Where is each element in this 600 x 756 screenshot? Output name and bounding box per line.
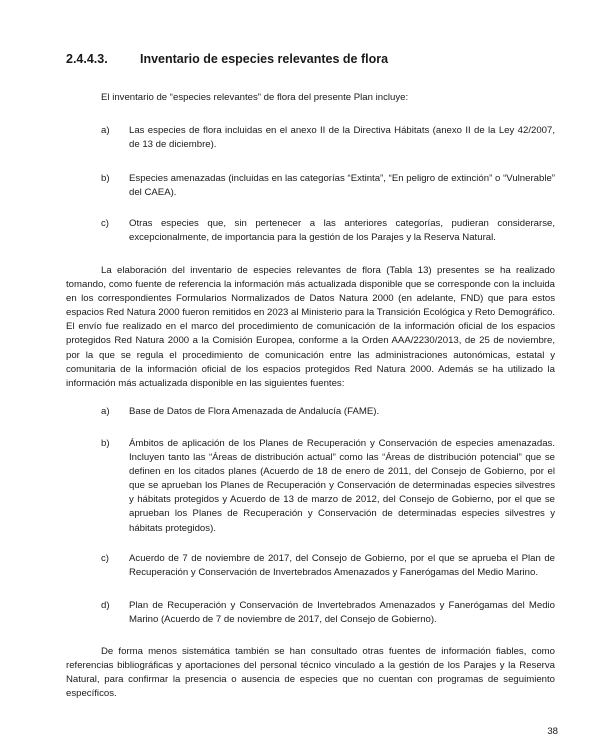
list-item-text: Base de Datos de Flora Amenazada de Andalucía (FAME). [129, 406, 380, 417]
section-number: 2.4.4.3. [66, 52, 108, 66]
body-paragraph: La elaboración del inventario de especies relevantes de flora (Tabla 13) presentes se ha realizado tomando, como fuente de referencia la información más actualizada disponible que se corresponde con la incluida en los correspondientes Formularios Normalizados de Datos Natura 2000 (en adelante, FND) que para estos espacios Red Natura 2000 fueron remitidos en 2023 al Ministerio para la Transición Ecológica y Reto Demográfico. El envío fue realizado en el marco del procedimiento de comunicación de la información oficial de los espacios protegidos Red Natura 2000 a la Comisión Europea, conforme a la Orden AAA/2230/2013, de 25 de noviembre, por la que se regula el procedimiento de comunicación entre las administraciones autonómicas, estatal y comunitaria de la información oficial de los espacios protegidos Red Natura 2000. Además se ha utilizado la información más actualizada disponible en las siguientes fuentes: [66, 265, 556, 389]
intro-paragraph: El inventario de “especies relevantes” de flora del presente Plan incluye: [101, 92, 409, 103]
section-title: Inventario de especies relevantes de flora [140, 52, 389, 66]
section-heading [66, 51, 388, 67]
list-item-letter: b) [101, 438, 110, 449]
body-paragraph: De forma menos sistemática también se han consultado otras fuentes de información fiables, como referencias bibliográficas y aportaciones del personal técnico vinculado a la gestión de los Parajes y la Reserva Natural, para confirmar la presencia o ausencia de especies que no cuentan con programas de seguimiento específicos. [66, 646, 555, 700]
list-item-letter: a) [101, 125, 110, 136]
list-item-text: Otras especies que, sin pertenecer a las anteriores categorías, pudieran considerarse, excepcionalmente, de importancia para la gestión de los Parajes y la Reserva Natural. [129, 218, 555, 244]
list-item-text: Acuerdo de 7 de noviembre de 2017, del Consejo de Gobierno, por el que se aprueba el Plan de Recuperación y Conservación de Invertebrados Amenazados y Fanerógamas del Medio Marino. [129, 553, 555, 579]
list-item-text: Plan de Recuperación y Conservación de Invertebrados Amenazados y Fanerógamas del Medio Marino (Acuerdo de 7 de noviembre de 2017, del Consejo de Gobierno). [129, 600, 555, 626]
page-number: 38 [547, 726, 558, 737]
list-item-letter: b) [101, 173, 110, 184]
list-item-text: Ámbitos de aplicación de los Planes de Recuperación y Conservación de especies amenazadas. Incluyen tanto las “Áreas de distribución actual” como las “Áreas de distribución potencial” que se definen en los citados planes (Acuerdo de 18 de enero de 2011, del Consejo de Gobierno, por el que se aprueban los Planes de Recuperación y Conservación de determinadas especies silvestres y hábitats protegidos y Acuerdo de 13 de marzo de 2012, del Consejo de Gobierno, por el que se aprueban los Planes de Recuperación y Conservación de determinadas especies silvestres y hábitats protegidos). [129, 438, 555, 534]
list-item-letter: c) [101, 218, 109, 229]
list-item-letter: d) [101, 600, 110, 611]
list-item-letter: a) [101, 406, 110, 417]
list-item-text: Las especies de flora incluidas en el anexo II de la Directiva Hábitats (anexo II de la Ley 42/2007, de 13 de diciembre). [129, 125, 555, 151]
list-item-letter: c) [101, 553, 109, 564]
list-item-text: Especies amenazadas (incluidas en las categorías “Extinta”, “En peligro de extinción” o “Vulnerable” del CAEA). [129, 173, 555, 199]
